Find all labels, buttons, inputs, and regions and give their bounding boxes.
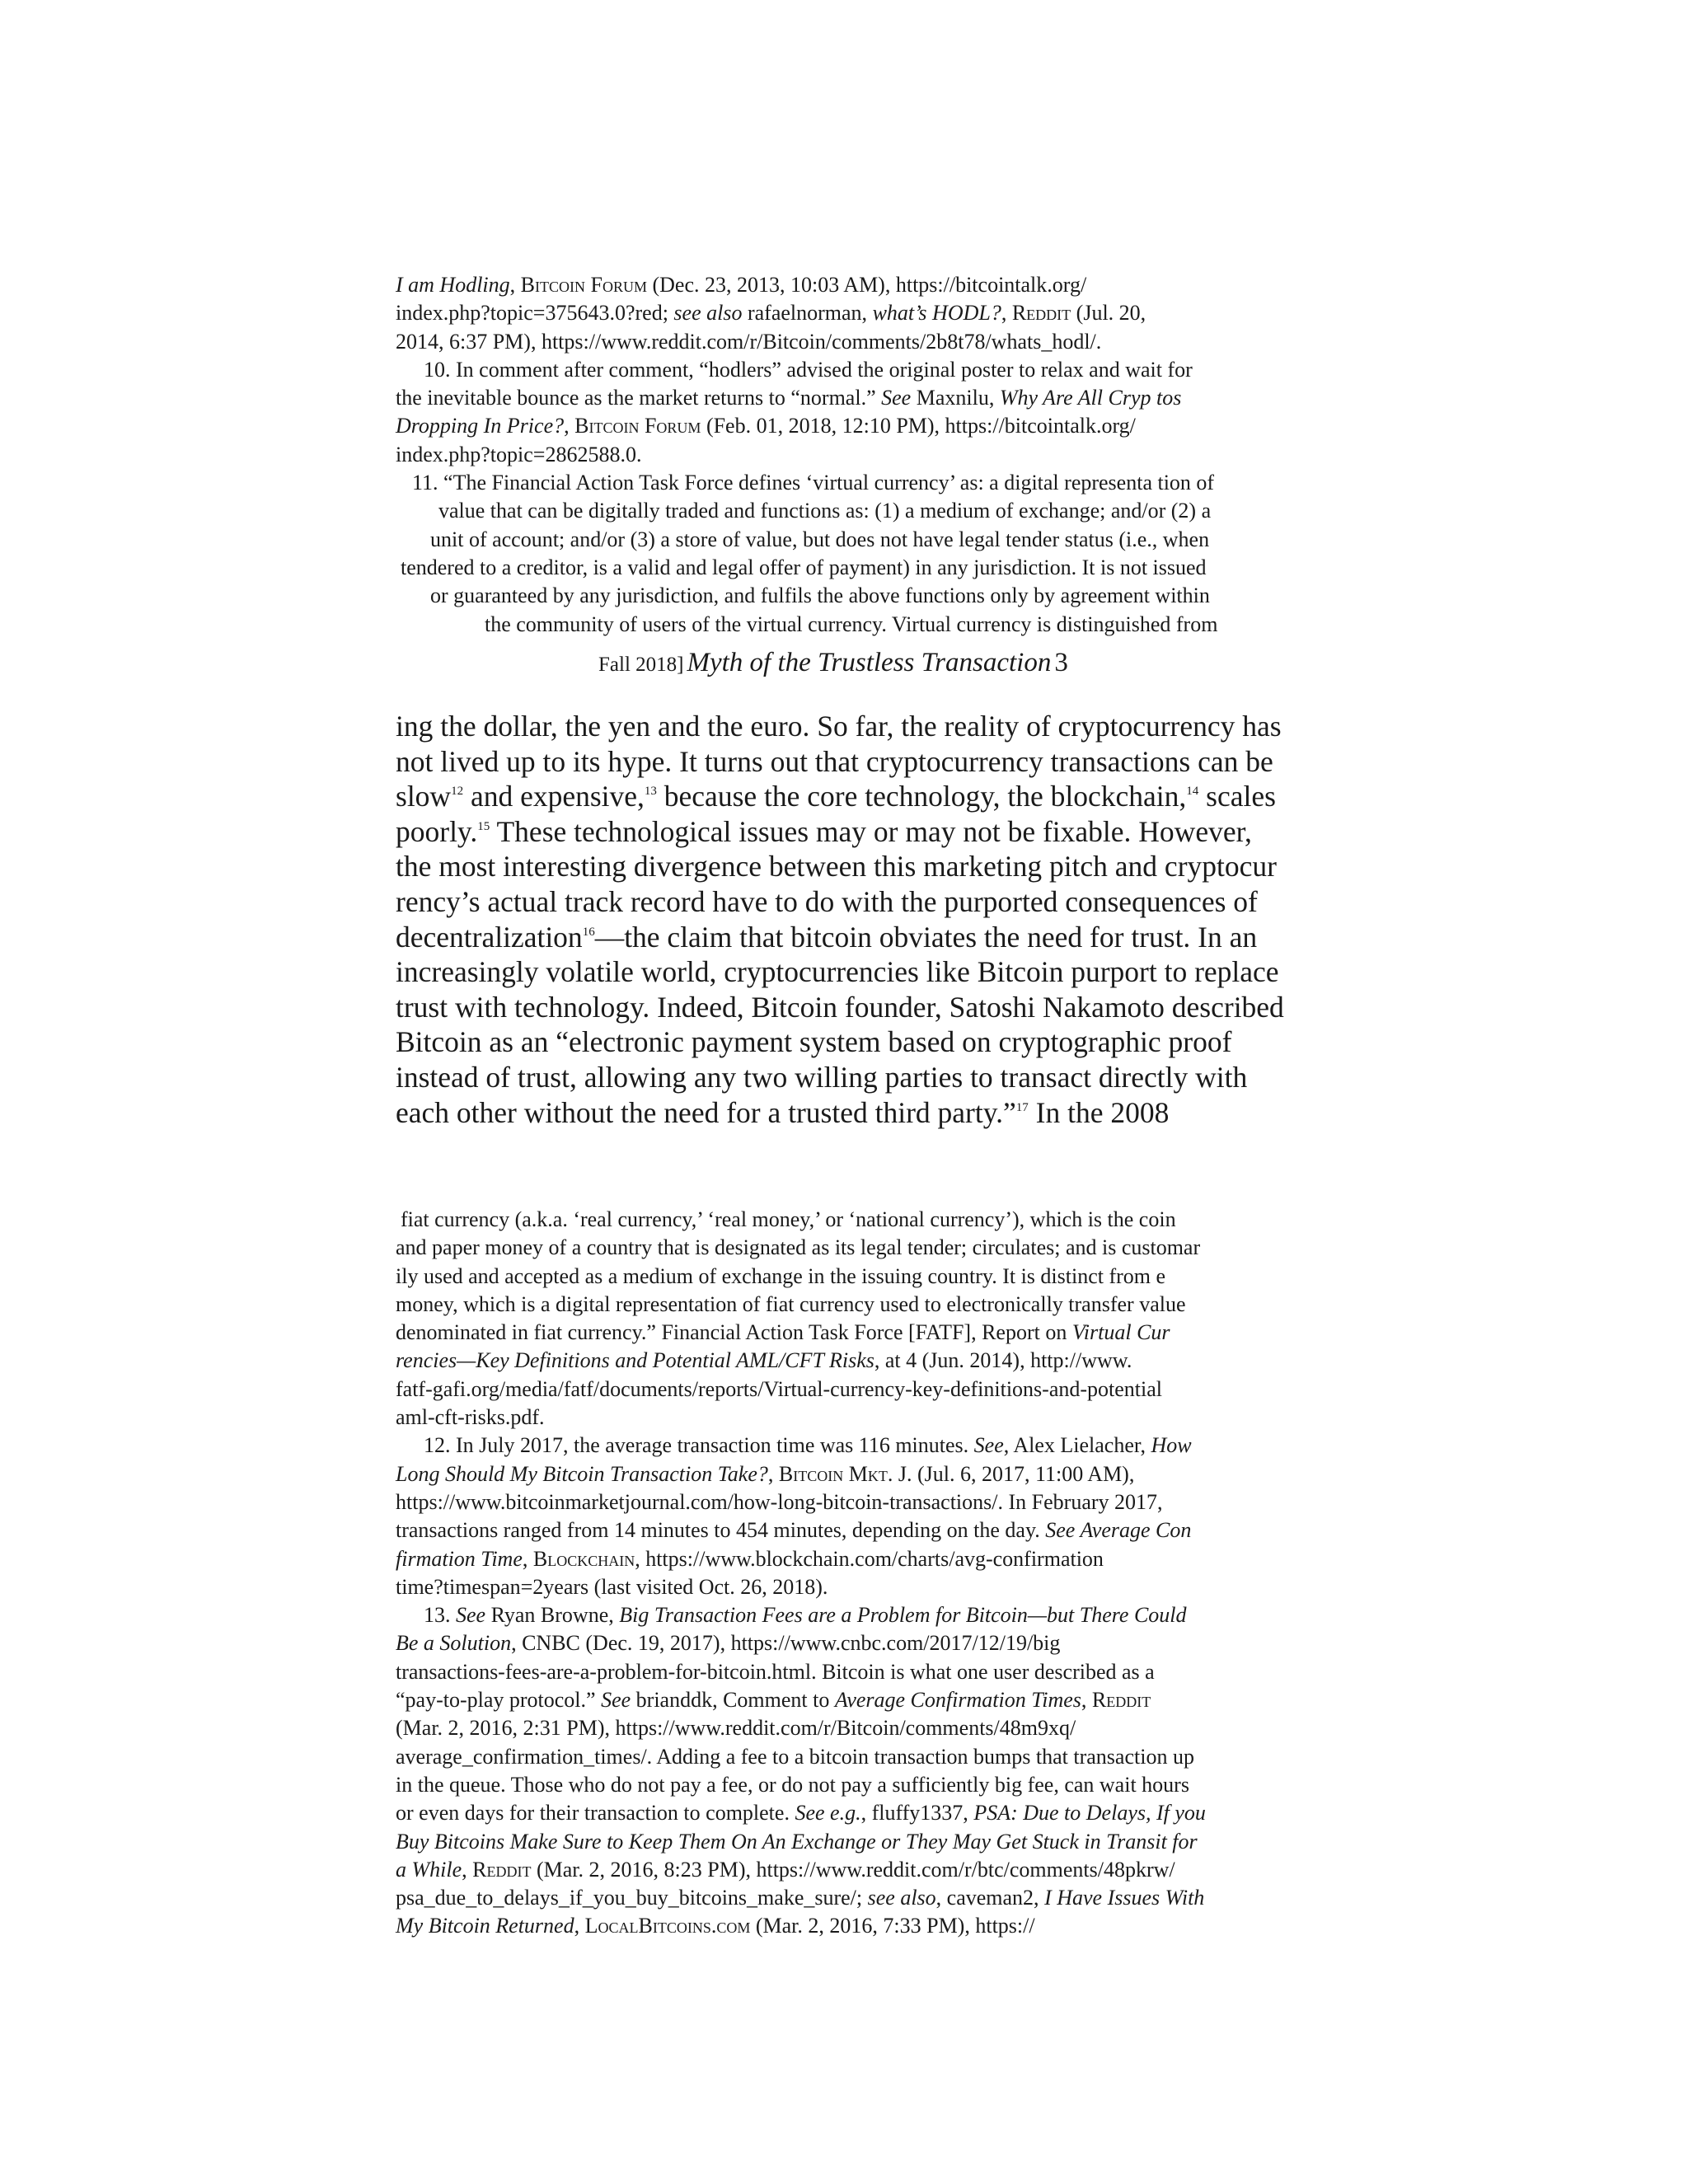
body-line: decentralization$^{16}$—the claim that bitcoin obviates the need for trust. In an (396, 920, 1258, 954)
footnote-13-line: psa_due_to_delays_if_you_buy_bitcoins_make_sure/; see also, caveman2, I Have Issues With (396, 1886, 1205, 1910)
body-line: each other without the need for a trusted third party.”$^{17}$ In the 2008 (396, 1095, 1170, 1129)
footnote-10-line: index.php?topic=2862588.0. (396, 442, 642, 466)
footnote-11-cont-line: denominated in fiat currency.” Financial Action Task Force [FATF], Report on Virtual Cur (396, 1320, 1170, 1345)
footnote-12-line: 12. In July 2017, the average transaction time was 116 minutes. See, Alex Lielacher, How (424, 1433, 1192, 1458)
footnote-13-line: 13. See Ryan Browne, Big Transaction Fees are a Problem for Bitcoin—but There Could (424, 1603, 1187, 1628)
main-body-text (396, 709, 1286, 1130)
footnote-11-cont-line: money, which is a digital representation of fiat currency used to electronically transfer value (396, 1291, 1186, 1316)
footnote-9-line: 2014, 6:37 PM), https://www.reddit.com/r/Bitcoin/comments/2b8t78/whats_hodl/. (396, 329, 1102, 354)
running-header (598, 648, 1068, 678)
footnote-11-line: tendered to a creditor, is a valid and legal offer of payment) in any jurisdiction. It is not issued (401, 555, 1207, 579)
body-line: ing the dollar, the yen and the euro. So far, the reality of cryptocurrency has (396, 710, 1282, 743)
footnote-13-line: Buy Bitcoins Make Sure to Keep Them On An Exchange or They May Get Stuck in Transit for (396, 1829, 1198, 1854)
footnote-11-line: 11. “The Financial Action Task Force defines ‘virtual currency’ as: a digital representa tion of (412, 471, 1215, 495)
footnote-11-line: or guaranteed by any jurisdiction, and fulfils the above functions only by agreement within (430, 583, 1210, 608)
footnote-10-line: 10. In comment after comment, “hodlers” advised the original poster to relax and wait for (424, 357, 1193, 382)
body-line: not lived up to its hype. It turns out that cryptocurrency transactions can be (396, 744, 1273, 778)
footnote-9-line: index.php?topic=375643.0?red; see also rafaelnorman, what’s HODL?, Reddit (Jul. 20, (396, 301, 1146, 326)
footnote-13-line: “pay-to-play protocol.” See brianddk, Comment to Average Confirmation Times, Reddit (396, 1688, 1151, 1713)
footnote-13-line: a While, Reddit (Mar. 2, 2016, 8:23 PM), https://www.reddit.com/r/btc/comments/48pkrw/ (396, 1857, 1175, 1882)
footnote-11-line: value that can be digitally traded and functions as: (1) a medium of exchange; and/or (2) a (438, 499, 1212, 523)
footnote-11-cont-line: aml-cft-risks.pdf. (396, 1405, 545, 1430)
footnote-block-top (396, 271, 1286, 639)
footnote-11-cont-line: fiat currency (a.k.a. ‘real currency,’ ‘real money,’ or ‘national currency’), which is the coin (401, 1207, 1176, 1231)
footnote-ref: 13 (644, 785, 657, 799)
footnote-ref: 14 (1186, 785, 1199, 799)
footnote-block-bottom (396, 1206, 1286, 1941)
footnote-ref: 16 (582, 925, 595, 939)
body-line: poorly.$^{15}$ These technological issues may or may not be fixable. However, (396, 814, 1252, 848)
body-line: Bitcoin as an “electronic payment system based on cryptographic proof (396, 1025, 1232, 1059)
footnote-12-line: https://www.bitcoinmarketjournal.com/how-long-bitcoin-transactions/. In February 2017, (396, 1489, 1163, 1514)
footnote-13-line: (Mar. 2, 2016, 2:31 PM), https://www.reddit.com/r/Bitcoin/comments/48m9xq/ (396, 1716, 1076, 1741)
page-number: 3 (1054, 648, 1068, 677)
running-header-term: Fall 2018] (598, 654, 684, 676)
footnote-13-line: Be a Solution, CNBC (Dec. 19, 2017), https://www.cnbc.com/2017/12/19/big (396, 1631, 1061, 1656)
footnote-10-line: Dropping In Price?, Bitcoin Forum (Feb. 01, 2018, 12:10 PM), https://bitcointalk.org/ (396, 414, 1136, 438)
footnote-9-line: I am Hodling, Bitcoin Forum (Dec. 23, 2013, 10:03 AM), https://bitcointalk.org/ (396, 273, 1087, 297)
footnote-13-line: My Bitcoin Returned, LocalBitcoins.com (Mar. 2, 2016, 7:33 PM), https:// (396, 1914, 1035, 1938)
footnote-13-line: in the queue. Those who do not pay a fee, or do not pay a sufficiently big fee, can wait hours (396, 1772, 1189, 1797)
footnote-ref: 17 (1015, 1100, 1029, 1114)
footnote-12-line: transactions ranged from 14 minutes to 454 minutes, depending on the day. See Average Con (396, 1518, 1192, 1543)
body-line: the most interesting divergence between this marketing pitch and cryptocur (396, 850, 1277, 883)
footnote-11-cont-line: fatf-gafi.org/media/fatf/documents/reports/Virtual-currency-key-definitions-and-potential (396, 1376, 1162, 1401)
footnote-11-cont-line: rencies—Key Definitions and Potential AML/CFT Risks, at 4 (Jun. 2014), http://www. (396, 1348, 1132, 1373)
footnote-13-line: average_confirmation_times/. Adding a fee to a bitcoin transaction bumps that transaction up (396, 1744, 1194, 1769)
footnote-13-line: or even days for their transaction to complete. See e.g., fluffy1337, PSA: Due to Delays, If you (396, 1801, 1206, 1825)
footnote-11-line: unit of account; and/or (3) a store of value, but does not have legal tender status (i.e., when (430, 527, 1210, 551)
footnote-ref: 15 (477, 819, 490, 833)
footnote-10-line: the inevitable bounce as the market returns to “normal.” See Maxnilu, Why Are All Cryp tos (396, 386, 1182, 410)
body-line: instead of trust, allowing any two willing parties to transact directly with (396, 1060, 1248, 1094)
footnote-ref: 12 (451, 785, 464, 799)
footnote-11-cont-line: ily used and accepted as a medium of exchange in the issuing country. It is distinct from e (396, 1263, 1166, 1288)
footnote-12-line: time?timespan=2years (last visited Oct. 26, 2018). (396, 1574, 828, 1599)
body-line: trust with technology. Indeed, Bitcoin founder, Satoshi Nakamoto described (396, 990, 1284, 1024)
footnote-12-line: firmation Time, Blockchain, https://www.blockchain.com/charts/avg-confirmation (396, 1546, 1104, 1571)
body-line: increasingly volatile world, cryptocurrencies like Bitcoin purport to replace (396, 955, 1279, 989)
footnote-11-line: the community of users of the virtual currency. Virtual currency is distinguished from (485, 612, 1218, 636)
running-header-title: Myth of the Trustless Transaction (687, 648, 1052, 677)
body-line: rency’s actual track record have to do with the purported consequences of (396, 884, 1258, 918)
footnote-13-line: transactions-fees-are-a-problem-for-bitcoin.html. Bitcoin is what one user described as a (396, 1659, 1155, 1684)
body-line: slow$^{12}$ and expensive,$^{13}$ because the core technology, the blockchain,$^{14}$ scales (396, 780, 1276, 813)
footnote-11-cont-line: and paper money of a country that is designated as its legal tender; circulates; and is customar (396, 1235, 1201, 1260)
footnote-12-line: Long Should My Bitcoin Transaction Take?, Bitcoin Mkt. J. (Jul. 6, 2017, 11:00 AM), (396, 1461, 1135, 1486)
